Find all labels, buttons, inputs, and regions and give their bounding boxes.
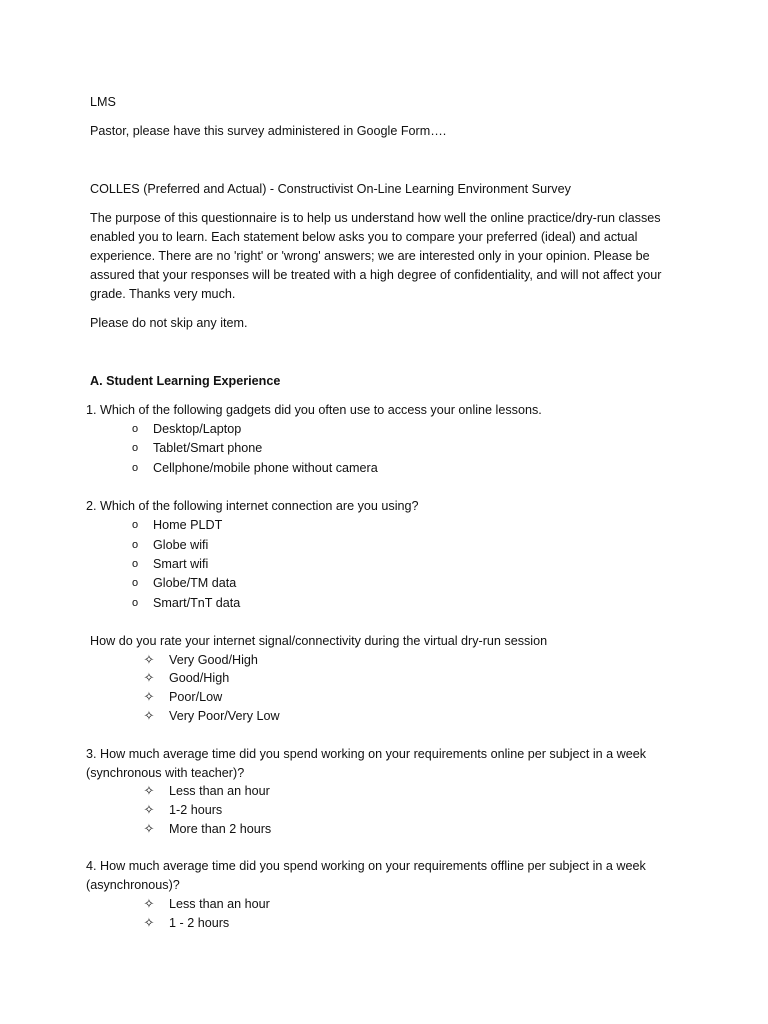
purpose-line: assured that your responses will be treated with a high degree of confidentiality, and will not affect your <box>90 268 662 282</box>
question-text: (asynchronous)? <box>86 878 180 892</box>
question-text: How do you rate your internet signal/connectivity during the virtual dry-run session <box>90 634 548 648</box>
option-label: Cellphone/mobile phone without camera <box>153 461 378 475</box>
option-label: Less than an hour <box>169 897 270 911</box>
star-bullet-icon: ✧ <box>143 708 155 723</box>
option-label: 1-2 hours <box>169 803 223 817</box>
doc-header: LMS <box>90 95 116 109</box>
option-label: Very Good/High <box>169 653 258 667</box>
option-label: More than 2 hours <box>169 822 272 836</box>
purpose-line: enabled you to learn. Each statement below asks you to compare your preferred (ideal) and actual <box>90 230 638 244</box>
circle-bullet-icon: o <box>131 597 139 609</box>
star-bullet-icon: ✧ <box>143 652 155 667</box>
question-text: 4. How much average time did you spend working on your requirements offline per subject in a week <box>86 859 646 873</box>
star-bullet-icon: ✧ <box>143 915 155 930</box>
option-label: Good/High <box>169 671 230 685</box>
option-label: Globe wifi <box>153 538 209 552</box>
circle-bullet-icon: o <box>131 558 139 570</box>
purpose-line: grade. Thanks very much. <box>90 287 236 301</box>
circle-bullet-icon: o <box>131 442 139 454</box>
option-label: Very Poor/Very Low <box>169 709 280 723</box>
star-bullet-icon: ✧ <box>143 802 155 817</box>
circle-bullet-icon: o <box>131 539 139 551</box>
purpose-line: experience. There are no 'right' or 'wrong' answers; we are interested only in your opinion. Please be <box>90 249 650 263</box>
option-label: Poor/Low <box>169 690 223 704</box>
star-bullet-icon: ✧ <box>143 896 155 911</box>
star-bullet-icon: ✧ <box>143 783 155 798</box>
circle-bullet-icon: o <box>131 577 139 589</box>
section-heading: A. Student Learning Experience <box>90 374 281 388</box>
circle-bullet-icon: o <box>131 462 139 474</box>
question-text: 3. How much average time did you spend working on your requirements online per subject in a week <box>86 747 647 761</box>
option-label: Smart/TnT data <box>153 596 241 610</box>
skip-note: Please do not skip any item. <box>90 316 248 330</box>
star-bullet-icon: ✧ <box>143 689 155 704</box>
question-text: (synchronous with teacher)? <box>86 766 245 780</box>
option-label: Smart wifi <box>153 557 209 571</box>
question-text: 1. Which of the following gadgets did you often use to access your online lessons. <box>86 403 542 417</box>
star-bullet-icon: ✧ <box>143 821 155 836</box>
circle-bullet-icon: o <box>131 423 139 435</box>
instruction-note: Pastor, please have this survey administered in Google Form…. <box>90 124 447 138</box>
option-label: 1 - 2 hours <box>169 916 230 930</box>
option-label: Desktop/Laptop <box>153 422 242 436</box>
purpose-line: The purpose of this questionnaire is to help us understand how well the online practice/dry-run classes <box>90 211 661 225</box>
circle-bullet-icon: o <box>131 519 139 531</box>
question-text: 2. Which of the following internet connection are you using? <box>86 499 419 513</box>
survey-title: COLLES (Preferred and Actual) - Constructivist On-Line Learning Environment Survey <box>90 182 571 196</box>
option-label: Tablet/Smart phone <box>153 441 263 455</box>
option-label: Home PLDT <box>153 518 223 532</box>
option-label: Globe/TM data <box>153 576 237 590</box>
option-label: Less than an hour <box>169 784 270 798</box>
star-bullet-icon: ✧ <box>143 670 155 685</box>
